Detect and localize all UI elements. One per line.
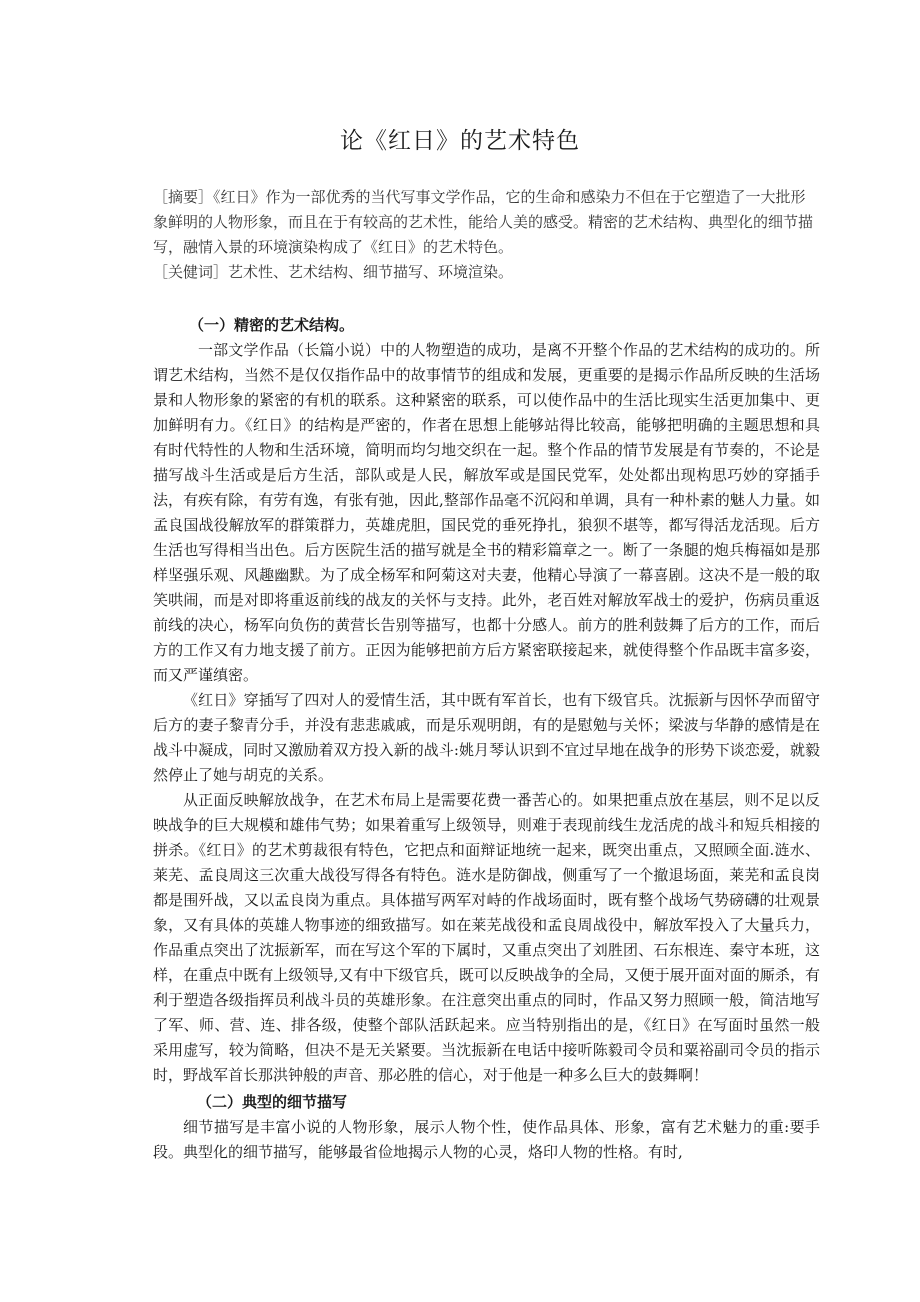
body-paragraph: 一部文学作品（长篇小说）中的人物塑造的成功，是离不开整个作品的艺术结构的成功的。所谓艺术结构，当然不是仅仅指作品中的故事情节的组成和发展，更重要的是揭示作品所反映的生活场景和人物形象的紧密的有机的联系。这种紧密的联系，可以使作品中的生活比现实生活更加集中、更加鲜明有力。《红日》的结构是严密的，作者在思想上能够站得比较高，能够把明确的主题思想和具有时代特性的人物和生活环境，简明而均匀地交织在一起。整个作品的情节发展是有节奏的，不论是描写战斗生活或是后方生活，部队或是人民，解放军或是国民党军，处处都出现构思巧妙的穿插手法，有疾有除，有劳有逸，有张有弛，因此,整部作品毫不沉闷和单调，具有一种朴素的魅人力量。如孟良国战役解放军的群策群力，英雄虎胆，国民党的垂死挣扎，狼狈不堪等，都写得活龙活现。后方生活也写得相当出色。后方医院生活的描写就是全书的精彩篇章之一。断了一条腿的炮兵梅福如是那样坚强乐观、风趣幽默。为了成全杨军和阿菊这对夫妻，他精心导演了一幕喜剧。这决不是一般的取笑哄闹，而是对即将重返前线的战友的关怀与支持。此外，老百姓对解放军战士的爱护，伤病员重返前线的决心，杨军向负伤的黄营长告别等描写，也都十分感人。前方的胜利鼓舞了后方的工作，而后方的工作又有力地支援了前方。正因为能够把前方后方紧密联接起来，就使得整个作品既丰富多姿，而又严谨缜密。	[153, 341, 820, 684]
section-heading-detail: （二）典型的细节描写	[197, 1093, 348, 1111]
keywords-text: ［关健词］艺术性、艺术结构、细节描写、环境渲染。	[153, 263, 514, 281]
body-paragraph: 细节描写是丰富小说的人物形象，展示人物个性，使作品具体、形象，富有艺术魅力的重:要手段。典型化的细节描写，能够最省俭地揭示人物的心灵，烙印人物的性格。有时,	[153, 1118, 820, 1161]
abstract-text: ［摘要］《红日》作为一部优秀的当代写事文学作品，它的生命和感染力不但在于它塑造了一大批形象鲜明的人物形象，而且在于有较高的艺术性，能给人美的感受。精密的艺术结构、典型化的细节描写，融情入景的环境演染构成了《红日》的艺术特色。	[153, 188, 814, 256]
body-paragraph: 《红日》穿插写了四对人的爱情生活，其中既有军首长，也有下级官兵。沈振新与因怀孕而留守后方的妻子黎青分手，并没有悲悲戚戚，而是乐观明朗，有的是慰勉与关怀；梁波与华静的感情是在战斗中凝成，同时又激励着双方投入新的战斗:姚月琴认识到不宜过早地在战争的形势下谈恋爱，就毅然停止了她与胡克的关系。	[153, 691, 820, 784]
body-paragraph: 从正面反映解放战争，在艺术布局上是需要花费一番苦心的。如果把重点放在基层，则不足以反映战争的巨大规模和雄伟气势；如果着重写上级领导，则难于表现前线生龙活虎的战斗和短兵相接的拼杀。《红日》的艺术剪裁很有特色，它把点和面辩证地统一起来，既突出重点，又照顾全面.涟水、莱芜、孟良周这三次重大战役写得各有特色。涟水是防御战，侧重写了一个撤退场面，莱芜和孟良岗都是围歼战，又以孟良岗为重点。具体描写两军对峙的作战场面时，既有整个战场气势磅礴的壮观景象，又有具体的英雄人物事迹的细致描写。如在莱芜战役和孟良周战役中，解放军投入了大量兵力，作品重点突出了沈振新军，而在写这个军的下属时，又重点突出了刘胜团、石东根连、秦守本班，这样，在重点中既有上级领导,又有中下级官兵，既可以反映战争的全局，又便于展开面对面的厮杀，有利于塑造各级指挥员利战斗员的英雄形象。在注意突出重点的同时，作品又努力照顾一般，简洁地写了军、师、营、连、排各级，使整个部队活跃起来。应当特别指出的是，《红日》在写面时虽然一般采用虚写，较为简略，但决不是无关紧要。当沈振新在电话中接听陈毅司令员和粟裕副司令员的指示时，野战军首长那洪钟般的声音、那必胜的信心，对于他是一种多么巨大的鼓舞啊！	[153, 791, 820, 1084]
document-title: 论《红日》的艺术特色	[340, 128, 580, 154]
section-heading-structure: （一）精密的艺术结构。	[189, 316, 355, 334]
